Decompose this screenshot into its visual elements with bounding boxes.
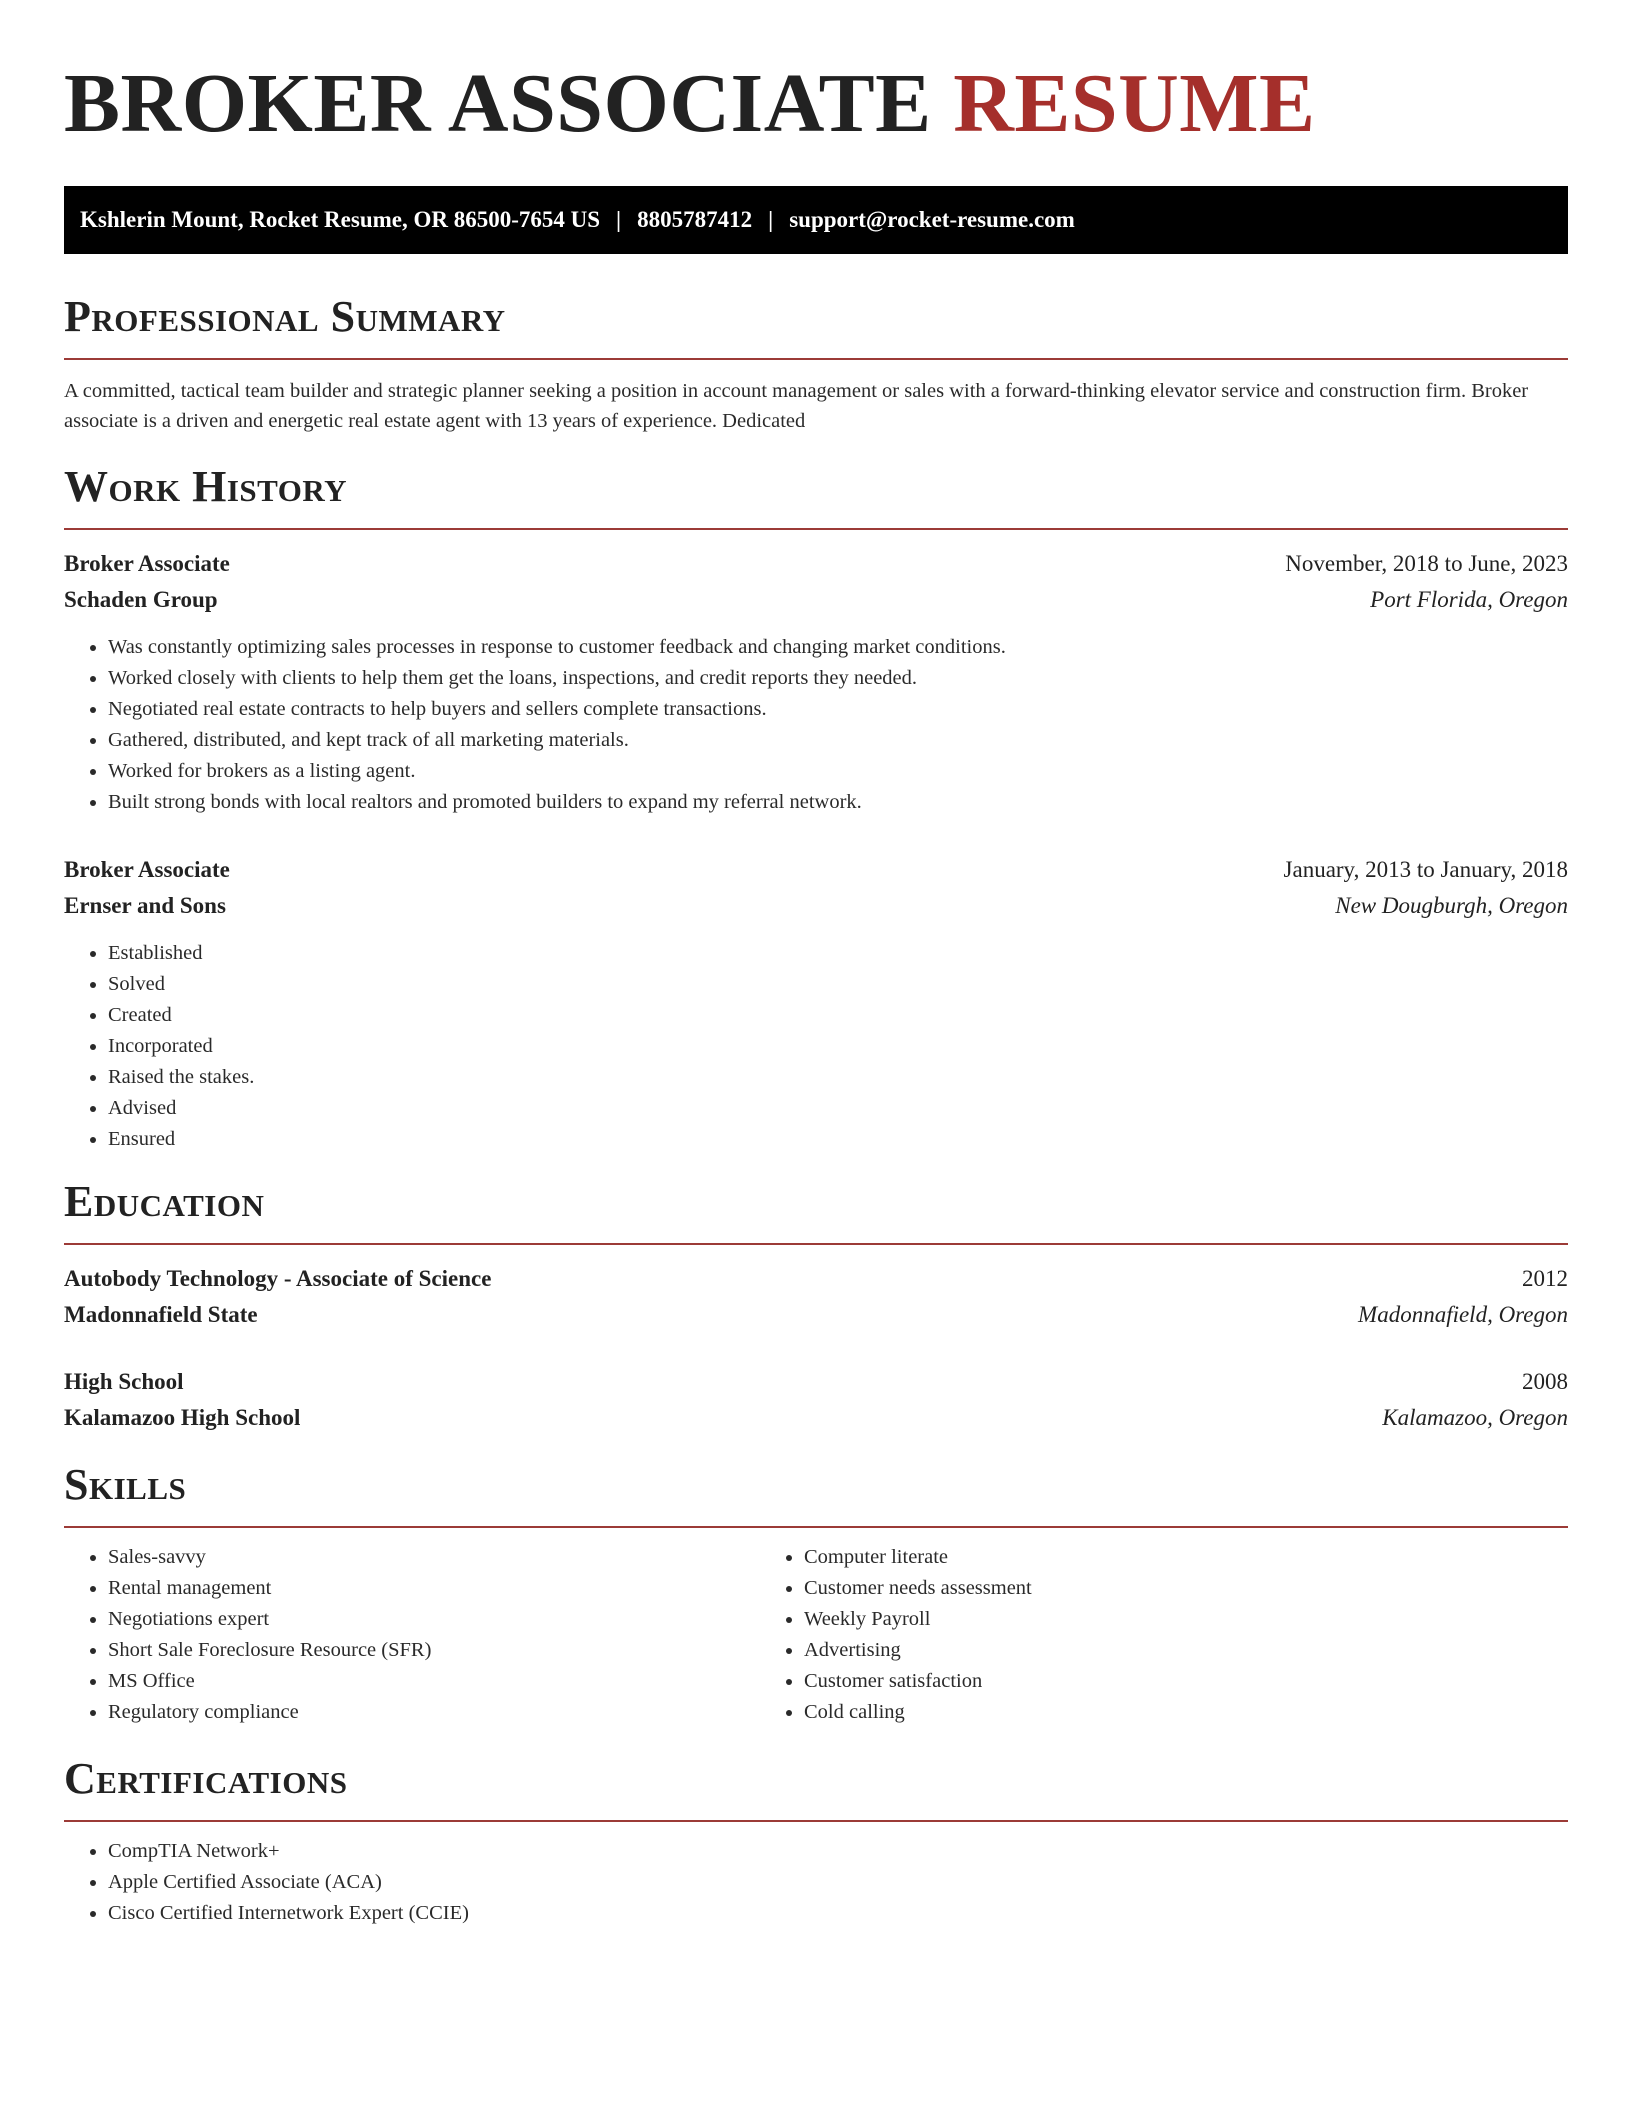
education-school-row xyxy=(64,1297,1568,1333)
list-item: • Raised the stakes. xyxy=(108,1062,1568,1093)
section-divider xyxy=(64,1243,1568,1245)
list-item: • Negotiated real estate contracts to help buyers and sellers complete transactions. xyxy=(108,694,1568,725)
job-location: Port Florida, Oregon xyxy=(1370,587,1568,612)
job-bullets xyxy=(64,938,1568,1155)
section-divider xyxy=(64,358,1568,360)
job-company-row xyxy=(64,582,1568,618)
skills-list-right xyxy=(760,1542,1456,1728)
job-company: Schaden Group xyxy=(64,587,218,612)
skill-item: • Negotiations expert xyxy=(108,1604,760,1635)
job-entry xyxy=(64,546,1568,818)
job-location: New Dougburgh, Oregon xyxy=(1335,893,1568,918)
job-dates: November, 2018 to June, 2023 xyxy=(1285,551,1568,576)
section-heading-certifications: Certifications xyxy=(64,1754,348,1803)
education-year: 2008 xyxy=(1522,1369,1568,1394)
list-item: • Incorporated xyxy=(108,1031,1568,1062)
education-degree-row xyxy=(64,1364,1568,1400)
skill-item: • Weekly Payroll xyxy=(804,1604,1456,1635)
skill-item: • MS Office xyxy=(108,1666,760,1697)
list-item: • Ensured xyxy=(108,1124,1568,1155)
skill-item: • Computer literate xyxy=(804,1542,1456,1573)
contact-email: support@rocket-resume.com xyxy=(789,207,1075,232)
job-title: Broker Associate xyxy=(64,857,230,882)
section-heading-work: Work History xyxy=(64,462,348,511)
section-divider xyxy=(64,1820,1568,1822)
section-divider xyxy=(64,528,1568,530)
skill-item: • Advertising xyxy=(804,1635,1456,1666)
skill-item: • Customer satisfaction xyxy=(804,1666,1456,1697)
education-school: Madonnafield State xyxy=(64,1302,258,1327)
list-item: • Was constantly optimizing sales processes in response to customer feedback and changing market conditions. xyxy=(108,632,1568,663)
contact-bar xyxy=(64,186,1568,254)
certification-item: • Cisco Certified Internetwork Expert (CCIE) xyxy=(108,1898,1568,1929)
skill-item: • Regulatory compliance xyxy=(108,1697,760,1728)
job-entry xyxy=(64,852,1568,1155)
skills-section xyxy=(64,1460,1568,1728)
job-title: Broker Associate xyxy=(64,551,230,576)
title-accent: RESUME xyxy=(953,57,1316,150)
list-item: • Solved xyxy=(108,969,1568,1000)
education-entry xyxy=(64,1261,1568,1333)
education-school: Kalamazoo High School xyxy=(64,1405,301,1430)
job-company-row xyxy=(64,888,1568,924)
contact-separator: | xyxy=(616,207,622,232)
list-item: • Built strong bonds with local realtors and promoted builders to expand my referral network. xyxy=(108,787,1568,818)
list-item: • Established xyxy=(108,938,1568,969)
certification-item: • CompTIA Network+ xyxy=(108,1836,1568,1867)
education-entry xyxy=(64,1364,1568,1436)
section-heading-education: Education xyxy=(64,1177,265,1226)
job-dates: January, 2013 to January, 2018 xyxy=(1283,857,1568,882)
education-degree: High School xyxy=(64,1369,184,1394)
education-degree: Autobody Technology - Associate of Science xyxy=(64,1266,492,1291)
education-location: Kalamazoo, Oregon xyxy=(1382,1405,1568,1430)
skills-columns xyxy=(64,1528,1568,1728)
certifications-list xyxy=(64,1836,1568,1929)
job-company: Ernser and Sons xyxy=(64,893,226,918)
work-history-section xyxy=(64,462,1568,1155)
education-section xyxy=(64,1177,1568,1436)
skill-item: • Sales-savvy xyxy=(108,1542,760,1573)
list-item: • Gathered, distributed, and kept track of all marketing materials. xyxy=(108,725,1568,756)
title-main: BROKER ASSOCIATE xyxy=(64,57,932,150)
contact-separator: | xyxy=(768,207,774,232)
education-year: 2012 xyxy=(1522,1266,1568,1291)
skill-item: • Short Sale Foreclosure Resource (SFR) xyxy=(108,1635,760,1666)
section-heading-summary: Professional Summary xyxy=(64,292,506,341)
contact-phone: 8805787412 xyxy=(637,207,753,232)
education-location: Madonnafield, Oregon xyxy=(1358,1302,1568,1327)
certification-item: • Apple Certified Associate (ACA) xyxy=(108,1867,1568,1898)
page-title xyxy=(64,56,1568,152)
education-degree-row xyxy=(64,1261,1568,1297)
summary-text: A committed, tactical team builder and strategic planner seeking a position in account management or sales with a forward-thinking elevator service and construction firm. Broker associate is a driven and energetic real estate agent with 13 years of experience. Dedicated xyxy=(64,380,1529,432)
contact-address: Kshlerin Mount, Rocket Resume, OR 86500-7654 US xyxy=(80,207,601,232)
job-header-row xyxy=(64,546,1568,582)
skill-item: • Cold calling xyxy=(804,1697,1456,1728)
skills-list-left xyxy=(64,1542,760,1728)
list-item: • Created xyxy=(108,1000,1568,1031)
section-heading-skills: Skills xyxy=(64,1460,187,1509)
certifications-section xyxy=(64,1754,1568,1929)
skill-item: • Rental management xyxy=(108,1573,760,1604)
education-school-row xyxy=(64,1400,1568,1436)
job-bullets xyxy=(64,632,1568,818)
skill-item: • Customer needs assessment xyxy=(804,1573,1456,1604)
list-item: • Worked for brokers as a listing agent. xyxy=(108,756,1568,787)
summary-section xyxy=(64,292,1568,436)
list-item: • Worked closely with clients to help them get the loans, inspections, and credit reports they needed. xyxy=(108,663,1568,694)
list-item: • Advised xyxy=(108,1093,1568,1124)
job-header-row xyxy=(64,852,1568,888)
